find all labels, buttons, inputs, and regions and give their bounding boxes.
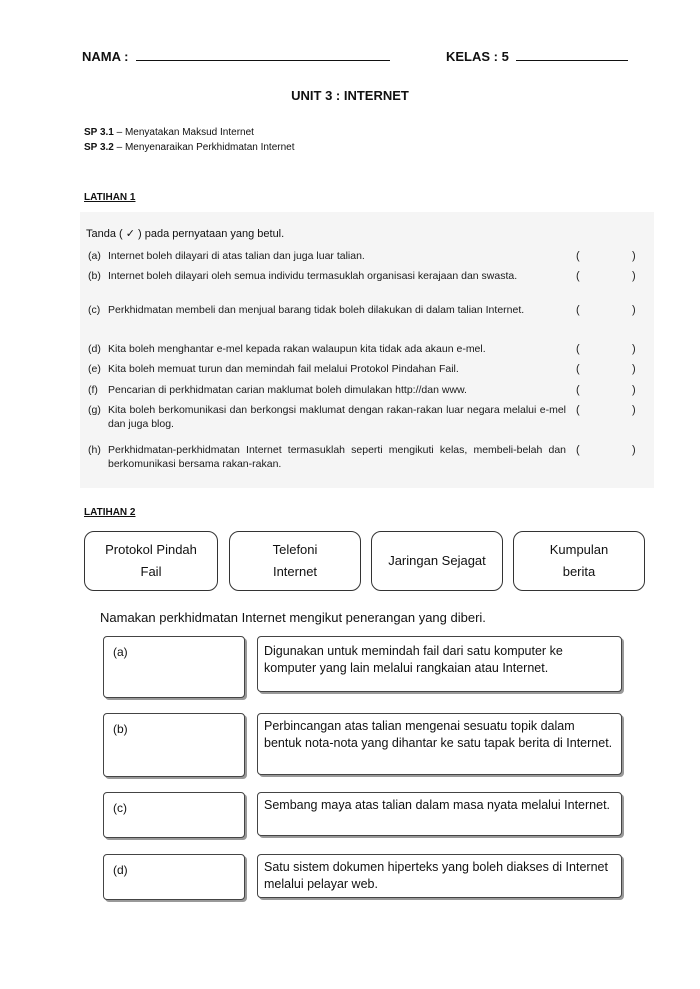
checkbox-parentheses[interactable] bbox=[576, 304, 638, 318]
close-parenthesis: ) bbox=[632, 250, 636, 262]
description-box bbox=[257, 636, 622, 692]
question-row bbox=[88, 444, 648, 474]
option-label: Jaringan Sejagat bbox=[388, 553, 486, 568]
option-box bbox=[513, 531, 645, 591]
question-label: (a) bbox=[88, 250, 101, 262]
question-text: Pencarian di perkhidmatan carian maklumat boleh dimulakan http://dan www. bbox=[108, 384, 467, 396]
option-box bbox=[229, 531, 361, 591]
latihan-2-heading: LATIHAN 2 bbox=[84, 507, 136, 518]
item-label: (c) bbox=[113, 801, 127, 815]
option-box bbox=[84, 531, 218, 591]
answer-box[interactable] bbox=[103, 636, 245, 698]
checkbox-parentheses[interactable] bbox=[576, 404, 638, 418]
option-label: Kumpulan berita bbox=[549, 542, 609, 579]
checkbox-parentheses[interactable] bbox=[576, 363, 638, 377]
latihan-2-instruction: Namakan perkhidmatan Internet mengikut penerangan yang diberi. bbox=[100, 610, 486, 625]
open-parenthesis: ( bbox=[576, 444, 580, 456]
checkbox-parentheses[interactable] bbox=[576, 343, 638, 357]
open-parenthesis: ( bbox=[576, 404, 580, 416]
item-label: (b) bbox=[113, 722, 128, 736]
class-field[interactable] bbox=[446, 48, 628, 64]
standard-code: SP 3.1 bbox=[84, 127, 114, 138]
name-field[interactable] bbox=[82, 48, 390, 64]
question-text: Internet boleh dilayari oleh semua individu termasuklah organisasi kerajaan dan swasta. bbox=[108, 270, 518, 282]
standard-text: – Menyenaraikan Perkhidmatan Internet bbox=[113, 142, 295, 153]
question-label: (d) bbox=[88, 343, 101, 355]
page-title: UNIT 3 : INTERNET bbox=[291, 88, 409, 103]
class-label: KELAS : 5 bbox=[446, 49, 509, 64]
description-box bbox=[257, 713, 622, 775]
checkbox-parentheses[interactable] bbox=[576, 444, 638, 458]
question-text: Perkhidmatan membeli dan menjual barang tidak boleh dilakukan di dalam talian Internet. bbox=[108, 304, 525, 316]
checkbox-parentheses[interactable] bbox=[576, 384, 638, 398]
question-row bbox=[88, 404, 648, 434]
open-parenthesis: ( bbox=[576, 384, 580, 396]
close-parenthesis: ) bbox=[632, 363, 636, 375]
standard-1 bbox=[84, 127, 254, 138]
item-label: (d) bbox=[113, 863, 128, 877]
question-text: Kita boleh menghantar e-mel kepada rakan walaupun kita tidak ada akaun e-mel. bbox=[108, 343, 486, 355]
checkbox-parentheses[interactable] bbox=[576, 250, 638, 264]
question-text: Kita boleh berkomunikasi dan berkongsi maklumat dengan rakan-rakan luar negara melalui e-mel dan juga blog. bbox=[108, 404, 566, 430]
close-parenthesis: ) bbox=[632, 404, 636, 416]
close-parenthesis: ) bbox=[632, 270, 636, 282]
match-row bbox=[103, 854, 623, 899]
close-parenthesis: ) bbox=[632, 343, 636, 355]
match-row bbox=[103, 792, 623, 837]
question-label: (e) bbox=[88, 363, 101, 375]
open-parenthesis: ( bbox=[576, 250, 580, 262]
question-label: (f) bbox=[88, 384, 98, 396]
item-description: Satu sistem dokumen hiperteks yang boleh diakses di Internet melalui pelayar web. bbox=[264, 860, 608, 891]
item-description: Perbincangan atas talian mengenai sesuatu topik dalam bentuk nota-nota yang dihantar ke satu tapak berita di Internet. bbox=[264, 719, 613, 750]
close-parenthesis: ) bbox=[632, 384, 636, 396]
latihan-1-instruction: Tanda ( ✓ ) pada pernyataan yang betul. bbox=[86, 228, 285, 240]
match-row bbox=[103, 713, 623, 775]
name-label: NAMA : bbox=[82, 49, 129, 64]
class-blank-line[interactable] bbox=[516, 48, 628, 61]
close-parenthesis: ) bbox=[632, 444, 636, 456]
question-row bbox=[88, 304, 648, 334]
open-parenthesis: ( bbox=[576, 363, 580, 375]
open-parenthesis: ( bbox=[576, 304, 580, 316]
latihan-1-heading: LATIHAN 1 bbox=[84, 192, 136, 203]
question-label: (b) bbox=[88, 270, 101, 282]
question-text: Kita boleh memuat turun dan memindah fail melalui Protokol Pindahan Fail. bbox=[108, 363, 459, 375]
option-label: Protokol Pindah Fail bbox=[105, 542, 197, 579]
question-label: (g) bbox=[88, 404, 101, 416]
answer-box[interactable] bbox=[103, 854, 245, 900]
name-blank-line[interactable] bbox=[136, 48, 390, 61]
open-parenthesis: ( bbox=[576, 270, 580, 282]
standard-2 bbox=[84, 142, 295, 153]
answer-box[interactable] bbox=[103, 713, 245, 777]
answer-box[interactable] bbox=[103, 792, 245, 838]
question-label: (c) bbox=[88, 304, 101, 316]
question-text: Internet boleh dilayari di atas talian dan juga luar talian. bbox=[108, 250, 365, 262]
item-description: Digunakan untuk memindah fail dari satu komputer ke komputer yang lain melalui rangkaian atau Internet. bbox=[264, 644, 563, 675]
question-text: Perkhidmatan-perkhidmatan Internet termasuklah seperti mengikuti kelas, membeli-belah dan berkomunikasi bersama rakan-rakan. bbox=[108, 444, 566, 470]
item-label: (a) bbox=[113, 645, 128, 659]
open-parenthesis: ( bbox=[576, 343, 580, 355]
question-label: (h) bbox=[88, 444, 101, 456]
question-row bbox=[88, 270, 648, 300]
checkbox-parentheses[interactable] bbox=[576, 270, 638, 284]
description-box bbox=[257, 854, 622, 898]
standard-text: – Menyatakan Maksud Internet bbox=[113, 127, 254, 138]
close-parenthesis: ) bbox=[632, 304, 636, 316]
description-box bbox=[257, 792, 622, 836]
match-row bbox=[103, 636, 623, 696]
option-label: Telefoni Internet bbox=[272, 542, 318, 579]
item-description: Sembang maya atas talian dalam masa nyata melalui Internet. bbox=[264, 798, 611, 812]
standard-code: SP 3.2 bbox=[84, 142, 114, 153]
option-box bbox=[371, 531, 503, 591]
